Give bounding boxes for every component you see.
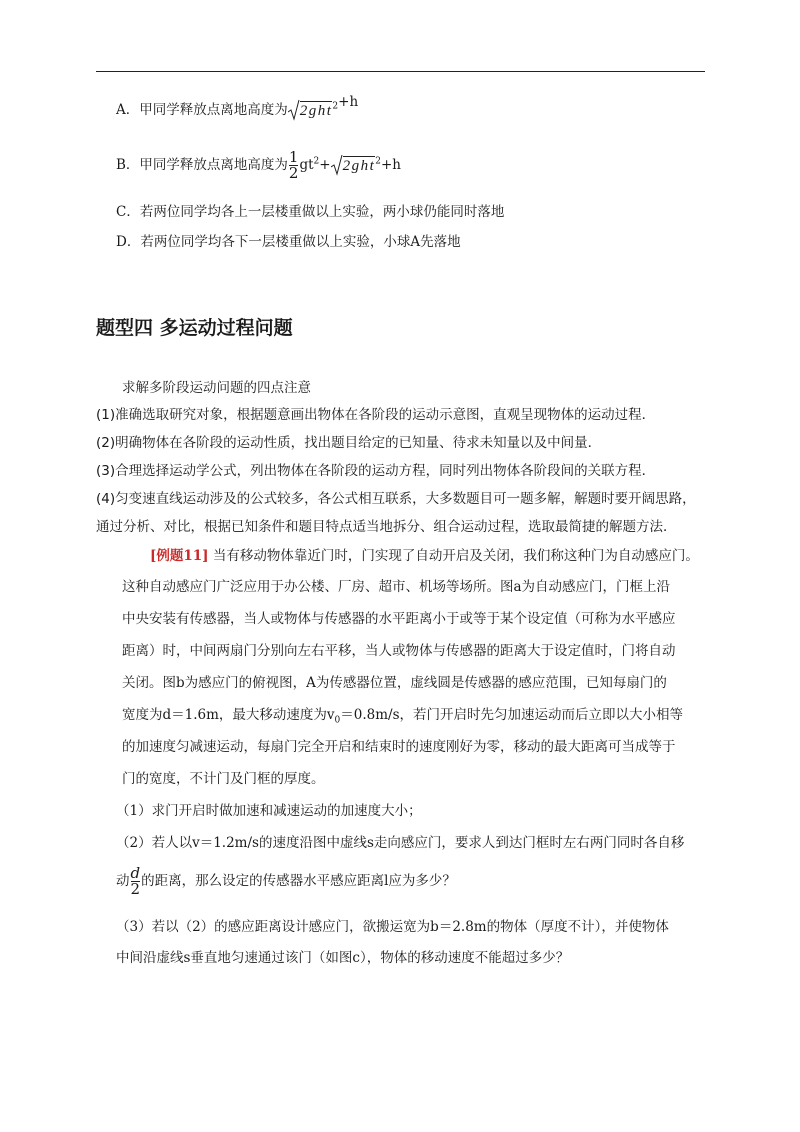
example-line-6-b: ＝0.8m/s，若门开启时先匀加速运动而后立即以大小相等 — [340, 707, 684, 723]
option-d: D．若两位同学均各下一层楼重做以上实验，小球A先落地 — [116, 234, 461, 250]
note-item-1: (1)准确选取研究对象，根据题意画出物体在各阶段的运动示意图，直观呈现物体的运动过程． — [96, 407, 656, 423]
header-rule — [96, 71, 705, 72]
example-line-8: 门的宽度，不计门及门框的厚度。 — [122, 771, 325, 787]
example-label: [例题11] — [150, 548, 209, 564]
option-b-text: B．甲同学释放点离地高度为 — [116, 157, 288, 173]
frac-num: 1 — [288, 148, 299, 166]
frac-2: 2 — [130, 880, 141, 898]
notes-title: 求解多阶段运动问题的四点注意 — [122, 380, 311, 396]
fraction-half — [289, 150, 299, 181]
note-item-3: (3)合理选择运动学公式，列出物体在各阶段的运动方程，同时列出物体各阶段间的关联方程． — [96, 463, 656, 479]
option-a-suffix: +h — [338, 94, 359, 110]
example-line-3: 中央安装有传感器，当人或物体与传感器的水平距离小于或等于某个设定值（可称为水平感应 — [122, 611, 676, 627]
option-a-text: A．甲同学释放点离地高度为 — [116, 102, 288, 118]
example-line-7: 的加速度匀减速运动，每扇门完全开启和结束时的速度刚好为零，移动的最大距离可当成等于 — [122, 739, 676, 755]
question-3: （3）若以（2）的感应距离设计感应门，欲搬运宽为b＝2.8m的物体（厚度不计），并使物体 — [116, 919, 669, 935]
example-line-4: 距离）时，中间两扇门分别向左右平移，当人或物体与传感器的距离大于设定值时，门将自动 — [122, 643, 676, 659]
example-line-6 — [122, 703, 683, 726]
section-title: 题型四 多运动过程问题 — [96, 317, 293, 339]
example-line-5: 关闭。图b为感应门的俯视图，A为传感器位置，虚线圆是传感器的感应范围，已知每扇门的 — [122, 675, 667, 691]
example-first-line — [150, 544, 699, 564]
option-a — [116, 94, 359, 120]
option-a-radicand: 2ght — [299, 103, 333, 119]
option-b-mid-exp: 2 — [313, 156, 320, 167]
option-a-exp: 2 — [332, 101, 339, 112]
example-line-2: 这种自动感应门广泛应用于办公楼、厂房、超市、机场等场所。图a为自动感应门，门框上沿 — [122, 579, 671, 595]
sqrt-a — [288, 101, 333, 120]
example-line-1: 当有移动物体靠近门时，门实现了自动开启及关闭，我们称这种门为自动感应门。 — [212, 548, 699, 564]
example-line-6-a: 宽度为d＝1.6m，最大移动速度为v — [122, 707, 335, 723]
q2b-rest: 的距离，那么设定的传感器水平感应距离l应为多少？ — [141, 873, 456, 889]
option-b — [116, 150, 401, 181]
v-subscript: 0 — [334, 715, 341, 726]
option-c: C．若两位同学均各上一层楼重做以上实验，两小球仍能同时落地 — [116, 204, 505, 220]
option-b-radicand: 2ght — [342, 158, 376, 174]
option-b-plus: + — [319, 157, 331, 173]
sqrt-b — [331, 156, 376, 175]
question-2: （2）若人以v＝1.2m/s的速度沿图中虚线s走向感应门，要求人到达门框时左右两门同时各自移 — [116, 835, 685, 851]
note-item-4: (4)匀变速直线运动涉及的公式较多，各公式相互联系，大多数题目可一题多解，解题时要开阔思路， — [96, 491, 696, 507]
fraction-d-over-2 — [131, 866, 141, 897]
q2b-prefix: 动 — [116, 873, 130, 889]
option-b-suffix: +h — [381, 157, 402, 173]
option-b-mid: gt — [299, 157, 314, 173]
frac-den: 2 — [288, 164, 299, 182]
frac-d: d — [130, 864, 141, 882]
option-b-exp: 2 — [375, 156, 381, 167]
note-item-2: (2)明确物体在各阶段的运动性质，找出题目给定的已知量、待求未知量以及中间量． — [96, 435, 602, 451]
note-item-5: 通过分析、对比，根据已知条件和题目特点适当地拆分、组合运动过程，选取最简捷的解题方法． — [96, 519, 677, 535]
question-3-cont: 中间沿虚线s垂直地匀速通过该门（如图c），物体的移动速度不能超过多少？ — [116, 950, 570, 966]
question-2-cont — [116, 866, 456, 897]
question-1: （1）求门开启时做加速和减速运动的加速度大小； — [116, 803, 422, 819]
